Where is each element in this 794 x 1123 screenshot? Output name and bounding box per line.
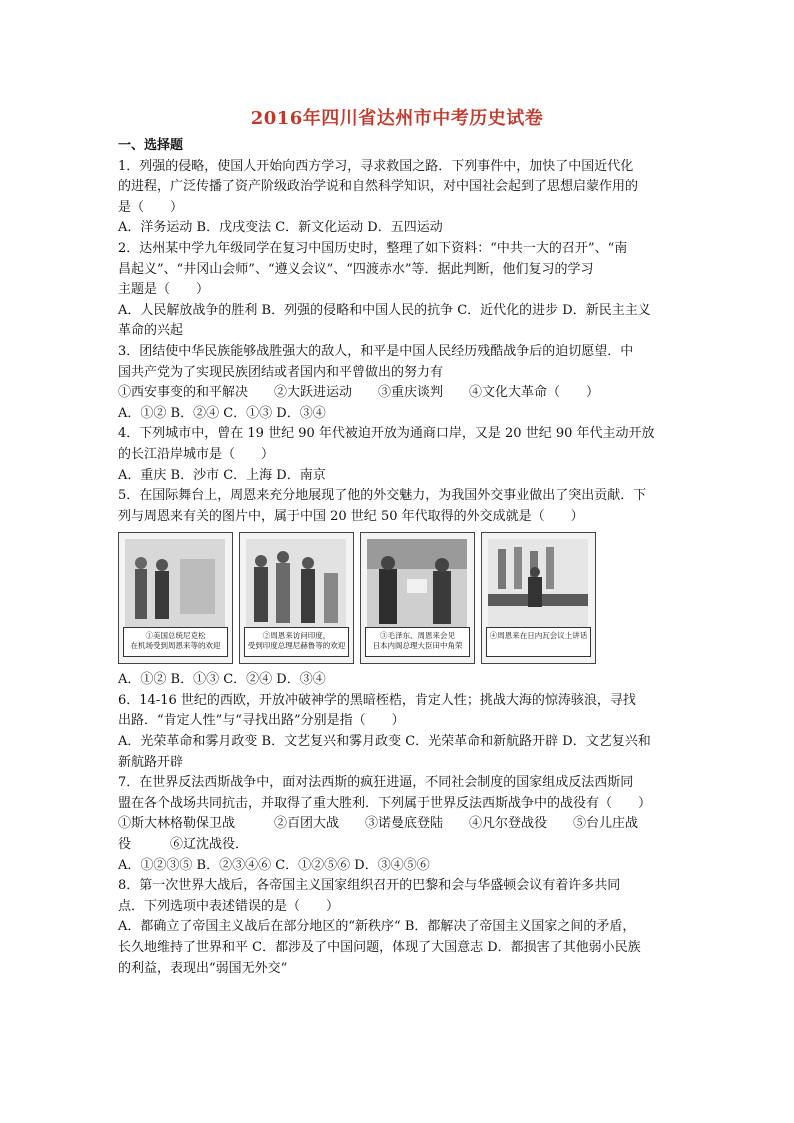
question-text-line: 8．第一次世界大战后，各帝国主义国家组织召开的巴黎和会与华盛顿会议有着许多共同 bbox=[118, 878, 621, 894]
photo-image bbox=[246, 539, 346, 627]
answer-options: 革命的兴起 bbox=[118, 323, 184, 339]
question-3 bbox=[118, 342, 678, 424]
answer-options: A．①②③⑤ B．②③④⑥ C．①②⑤⑥ D．③④⑤⑥ bbox=[118, 857, 430, 873]
answer-options: A．都确立了帝国主义战后在部分地区的“新秩序“ B．都解决了帝国主义国家之间的矛盾， bbox=[118, 919, 636, 935]
question-text-line: 4．下列城市中，曾在 19 世纪 90 年代被迫开放为通商口岸，又是 20 世纪 90 年代主动开放 bbox=[118, 426, 655, 442]
photo-3 bbox=[360, 532, 475, 664]
question-text-line: 2．达州某中学九年级同学在复习中国历史时，整理了如下资料：“中共一大的召开”、“南 bbox=[118, 240, 628, 256]
question-7 bbox=[118, 773, 678, 876]
question-2 bbox=[118, 239, 678, 342]
answer-options: A．光荣革命和雾月政变 B．文艺复兴和雾月政变 C．光荣革命和新航路开辟 D．文艺复兴和 bbox=[118, 734, 651, 750]
question-6 bbox=[118, 691, 678, 773]
question-text-line: ①西安事变的和平解决 ②大跃进运动 ③重庆谈判 ④文化大革命（ ） bbox=[118, 385, 600, 401]
photo-caption bbox=[365, 627, 470, 657]
question-text-line: 的长江沿岸城市是（ ） bbox=[118, 446, 275, 462]
answer-options: A．①② B．②④ C．①③ D．③④ bbox=[118, 405, 326, 421]
question-text-line: 主题是（ ） bbox=[118, 282, 210, 298]
answer-options: 新航路开辟 bbox=[118, 754, 184, 770]
photo-image bbox=[488, 539, 588, 627]
question-text-line: 6．14-16 世纪的西欧，开放冲破神学的黑暗桎梏，肯定人性；挑战大海的惊涛骇浪，寻找 bbox=[118, 692, 636, 708]
photo-2 bbox=[239, 532, 354, 664]
photo-strip bbox=[118, 532, 678, 664]
section-heading: 一、选择题 bbox=[118, 138, 184, 153]
answer-options: A．①② B．①③ C．②④ D．③④ bbox=[118, 672, 326, 688]
question-4 bbox=[118, 424, 678, 486]
answer-options: A．重庆 B．沙市 C．上海 D．南京 bbox=[118, 467, 326, 483]
question-text-line: 5．在国际舞台上，周恩来充分地展现了他的外交魅力，为我国外交事业做出了突出贡献．下 bbox=[118, 488, 647, 504]
question-1 bbox=[118, 157, 678, 239]
caption-line: 日本内阁总理大臣田中角荣 bbox=[372, 641, 463, 651]
question-5 bbox=[118, 486, 678, 691]
question-text-line: 3．团结使中华民族能够战胜强大的敌人，和平是中国人民经历残酷战争后的迫切愿望．中 bbox=[118, 343, 634, 359]
caption-line: ①美国总统尼克松 bbox=[145, 631, 206, 641]
question-text-line: ①斯大林格勒保卫战 ②百团大战 ③诺曼底登陆 ④凡尔登战役 ⑤台儿庄战 bbox=[118, 816, 639, 832]
question-text-line: 的进程，广泛传播了资产阶级政治学说和自然科学知识，对中国社会起到了思想启蒙作用的 bbox=[118, 179, 639, 195]
question-text-line: 是（ ） bbox=[118, 199, 184, 215]
question-text-line: 役 ⑥辽沈战役． bbox=[118, 837, 249, 853]
photo-caption bbox=[123, 627, 228, 657]
question-text-line: 点．下列选项中表述错误的是（ ） bbox=[118, 898, 340, 914]
caption-line: 受到印度总理尼赫鲁等的欢迎 bbox=[247, 641, 346, 651]
photo-caption bbox=[486, 627, 591, 657]
caption-line: ④周恩来在日内瓦会议上讲话 bbox=[489, 631, 588, 641]
answer-options: A．洋务运动 B．戊戌变法 C．新文化运动 D．五四运动 bbox=[118, 220, 443, 236]
photo-caption bbox=[244, 627, 349, 657]
caption-line: ②周恩来访问印度， bbox=[262, 631, 331, 641]
caption-line: 在机场受到周恩来等的欢迎 bbox=[130, 641, 221, 651]
page-title: 2016年四川省达州市中考历史试卷 bbox=[250, 108, 544, 129]
question-text-line: 盟在各个战场共同抗击，并取得了重大胜利．下列属于世界反法西斯战争中的战役有（ ） bbox=[118, 795, 652, 811]
photo-image bbox=[125, 539, 225, 627]
question-text-line: 国共产党为了实现民族团结或者国内和平曾做出的努力有 bbox=[118, 364, 444, 380]
question-text-line: 列与周恩来有关的图片中，属于中国 20 世纪 50 年代取得的外交成就是（ ） bbox=[118, 508, 584, 524]
question-text-line: 7．在世界反法西斯战争中，面对法西斯的疯狂进逼，不同社会制度的国家组成反法西斯同 bbox=[118, 775, 634, 791]
photo-image bbox=[367, 539, 467, 627]
photo-4 bbox=[481, 532, 596, 664]
answer-options: A．人民解放战争的胜利 B．列强的侵略和中国人民的抗争 C．近代化的进步 D．新民主主义 bbox=[118, 302, 651, 318]
answer-options: 长久地维持了世界和平 C．都涉及了中国问题，体现了大国意志 D．都损害了其他弱小民族 bbox=[118, 940, 641, 955]
exam-content bbox=[118, 136, 678, 979]
caption-line: ③毛泽东、周恩来会见 bbox=[380, 631, 455, 641]
question-text-line: 昌起义”、“井冈山会师”、“遵义会议”、“四渡赤水”等．据此判断，他们复习的学习 bbox=[118, 261, 594, 277]
question-8 bbox=[118, 876, 678, 979]
answer-options: 的利益，表现出“弱国无外交“ bbox=[118, 960, 288, 976]
photo-1 bbox=[118, 532, 233, 664]
question-text-line: 出路．“肯定人性”与“寻找出路”分别是指（ ） bbox=[118, 713, 405, 729]
question-text-line: 1．列强的侵略，使国人开始向西方学习，寻求救国之路．下列事件中，加快了中国近代化 bbox=[118, 158, 634, 174]
